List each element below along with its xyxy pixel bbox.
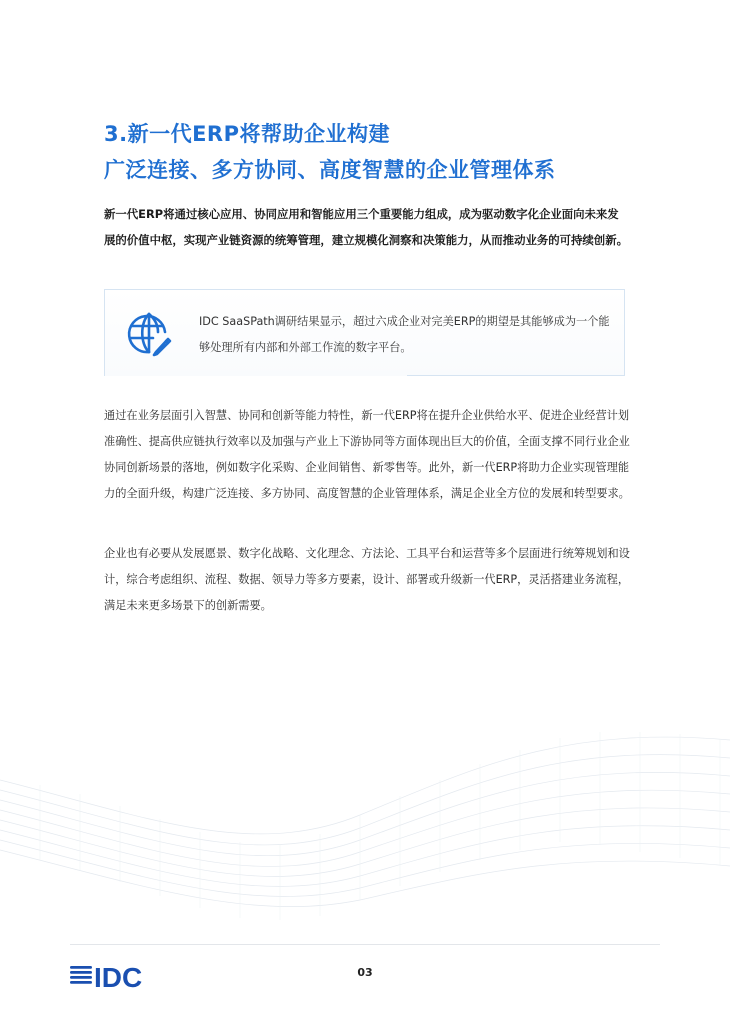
logo-wordmark: IDC bbox=[94, 962, 143, 990]
callout-text: IDC SaaSPath调研结果显示，超过六成企业对完美ERP的期望是其能够成为一个能够处理所有内部和外部工作流的数字平台。 bbox=[199, 315, 610, 354]
idc-logo bbox=[70, 960, 162, 990]
callout-box bbox=[104, 289, 625, 376]
lead-paragraph: 新一代ERP将通过核心应用、协同应用和智能应用三个重要能力组成，成为驱动数字化企业面向未来发展的价值中枢，实现产业链资源的统筹管理，建立规模化洞察和决策能力，从而推动业务的可持续创新。 bbox=[104, 207, 628, 247]
body-paragraph-2: 企业也有必要从发展愿景、数字化战略、文化理念、方法论、工具平台和运营等多个层面进行统筹规划和设计，综合考虑组织、流程、数据、领导力等多方要素，设计、部署或升级新一代ERP，灵活搭建业务流程，满足未来更多场景下的创新需要。 bbox=[104, 547, 630, 612]
decorative-wave-mesh bbox=[0, 720, 730, 940]
footer-divider bbox=[70, 944, 660, 945]
body-paragraph-1: 通过在业务层面引入智慧、协同和创新等能力特性，新一代ERP将在提升企业供给水平、促进企业经营计划准确性、提高供应链执行效率以及加强与产业上下游协同等方面体现出巨大的价值，全面支撑不同行业企业协同创新场景的落地，例如数字化采购、企业间销售、新零售等。此外，新一代ERP将助力企业实现管理能力的全面升级，构建广泛连接、多方协同、高度智慧的企业管理体系，满足企业全方位的发展和转型要求。 bbox=[104, 409, 630, 500]
page-title-line-2: 广泛连接、多方协同、高度智慧的企业管理体系 bbox=[104, 158, 556, 182]
page-number: 03 bbox=[357, 966, 373, 979]
globe-pencil-icon bbox=[125, 310, 173, 358]
page-title-line-1: 3.新一代ERP将帮助企业构建 bbox=[104, 122, 390, 146]
